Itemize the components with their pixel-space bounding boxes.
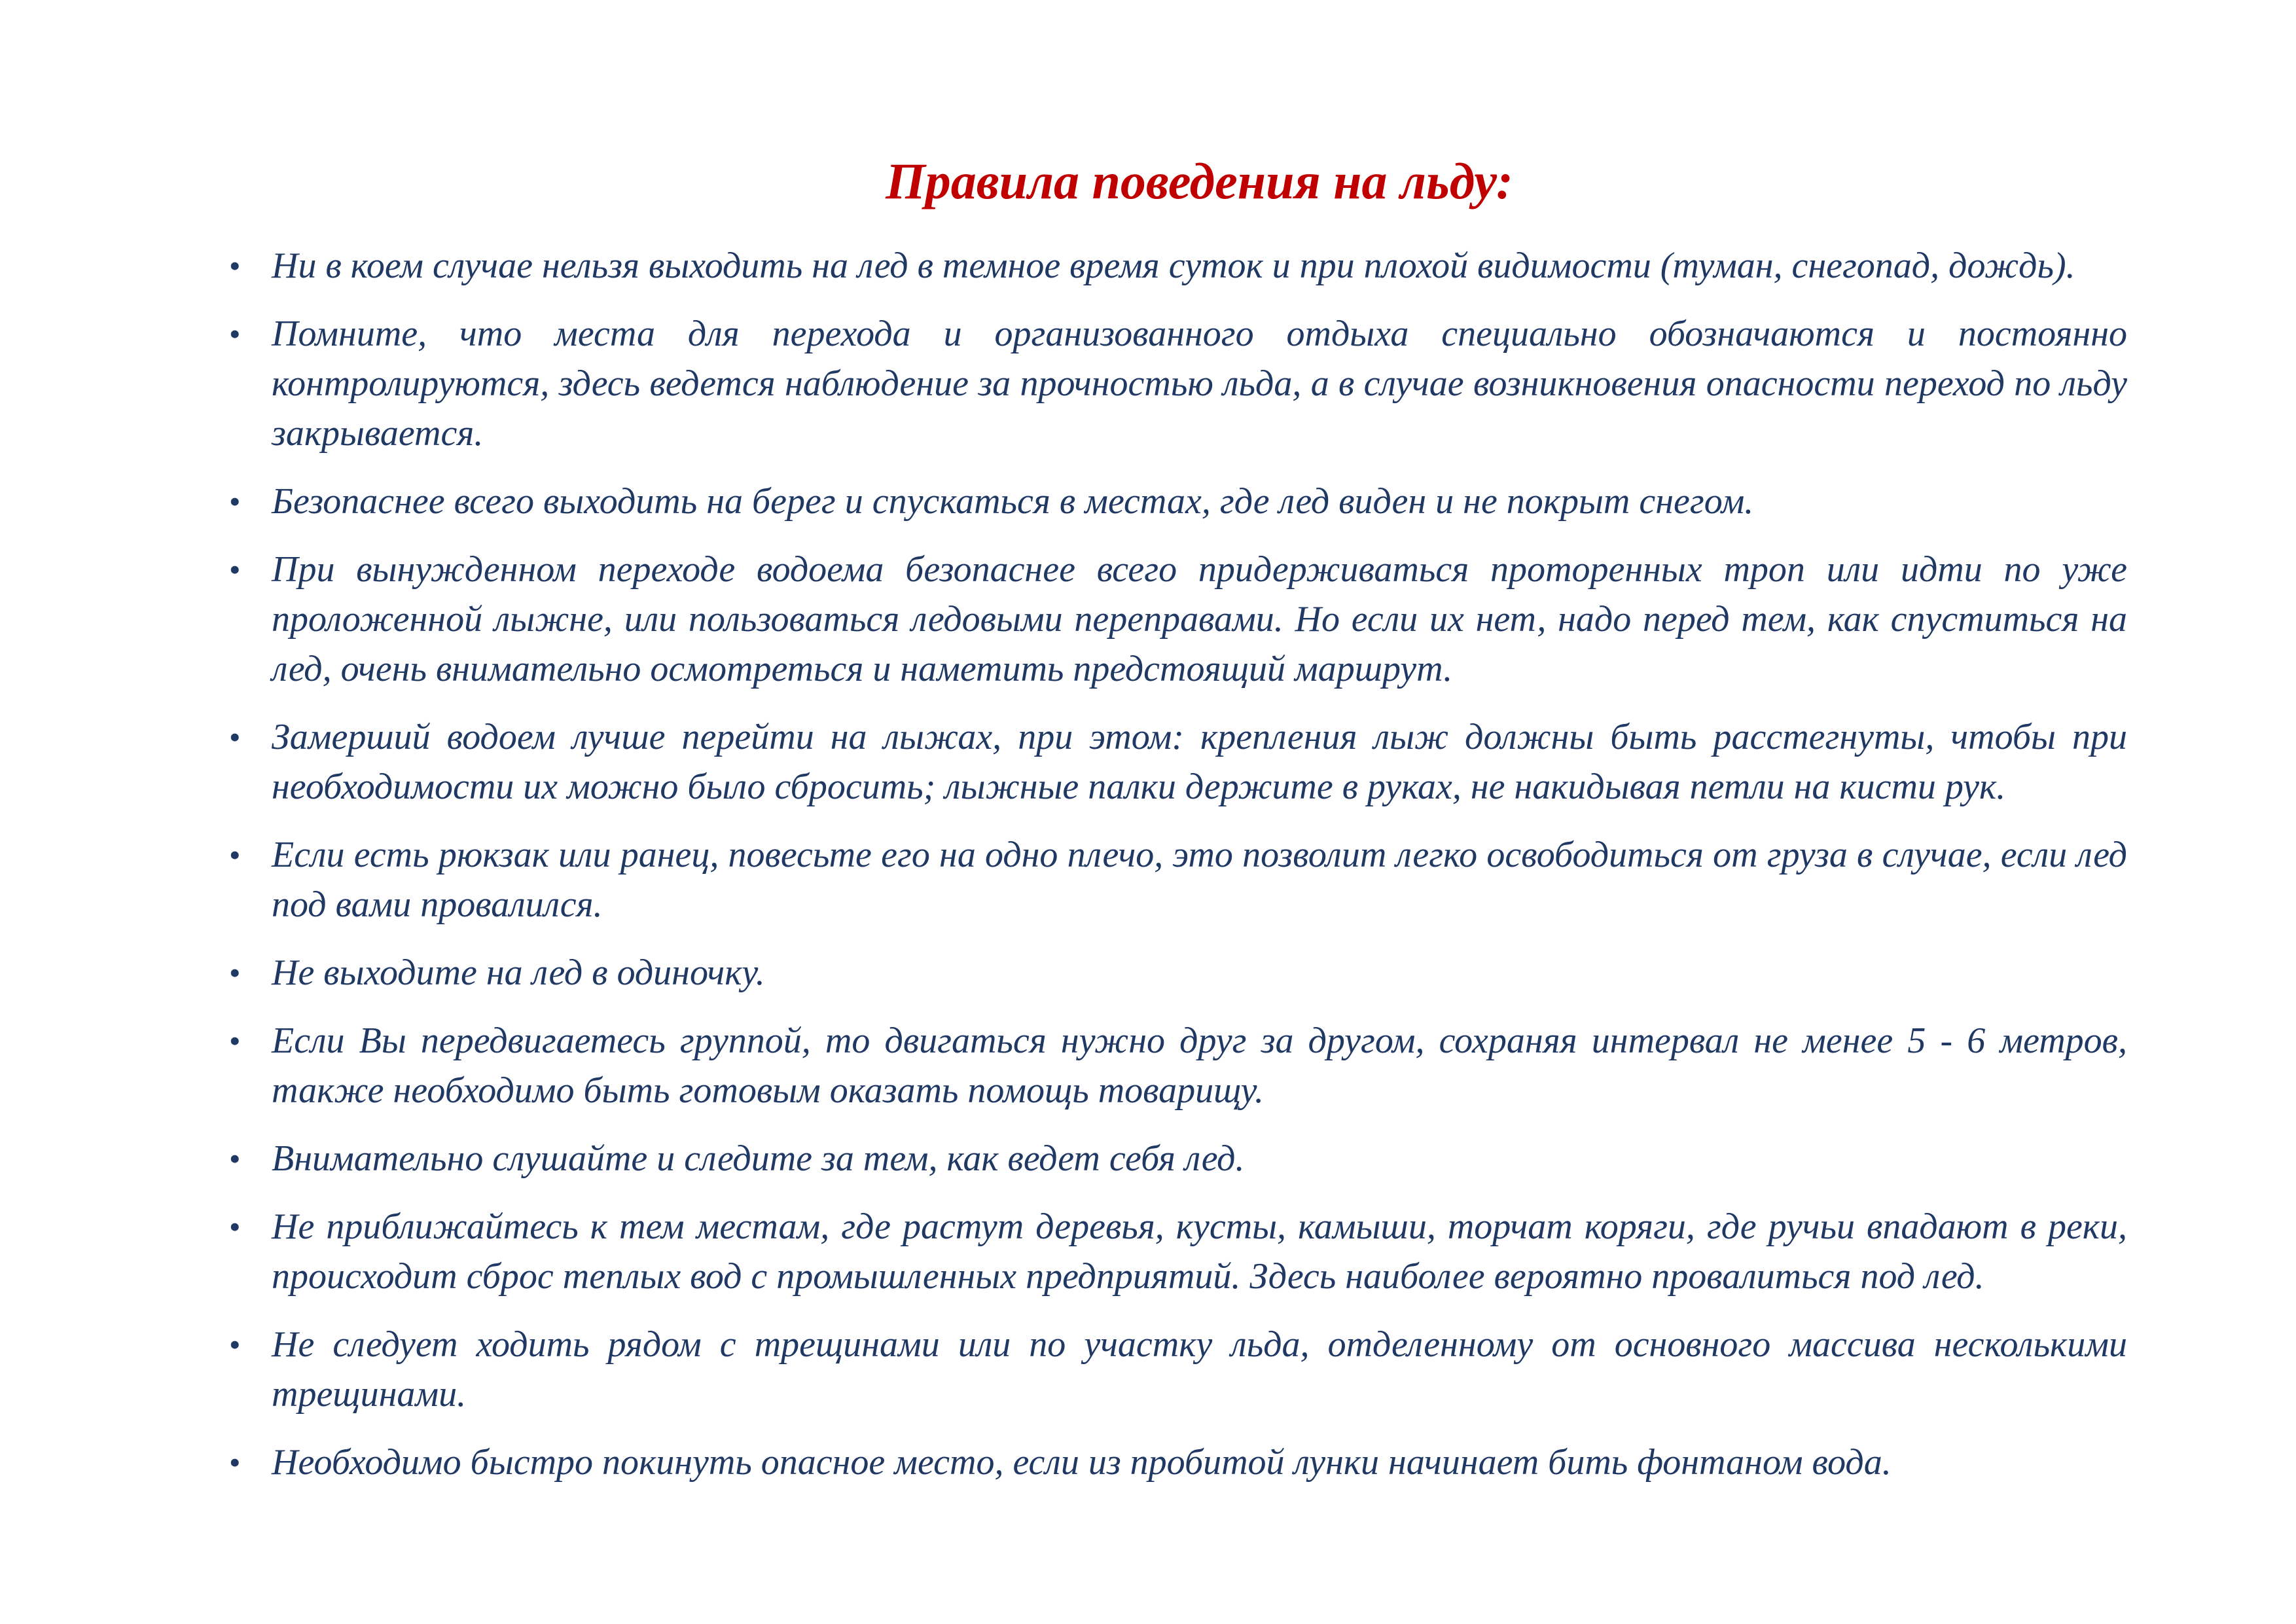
rule-text: Не приближайтесь к тем местам, где растут деревья, кусты, камыши, торчат коряги, где ручьи впадают в реки, происходит сброс теплых вод с промышленных предприятий. Здесь наиболее вероятно провалиться под лед. (272, 1206, 2127, 1297)
bullet-icon: • (229, 1326, 241, 1363)
bullet-icon: • (229, 247, 241, 284)
page-title: Правила поведения на льду: (886, 153, 1513, 209)
list-item (229, 712, 2127, 812)
rule-text: Помните, что места для перехода и организованного отдыха специально обозначаются и постоянно контролируются, здесь ведется наблюдение за прочностью льда, а в случае возникновения опасности переход по льду закрывается. (272, 314, 2127, 454)
list-item (229, 948, 2127, 998)
bullet-icon: • (229, 837, 241, 873)
list-item (229, 1016, 2127, 1115)
list-item (229, 477, 2127, 526)
list-item (229, 1320, 2127, 1419)
bullet-icon: • (229, 483, 241, 520)
bullet-icon: • (229, 954, 241, 991)
list-item (229, 1202, 2127, 1301)
list-item (229, 830, 2127, 929)
rule-text: Если Вы передвигаетесь группой, то двигаться нужно друг за другом, сохраняя интервал не менее 5 - 6 метров, также необходимо быть готовым оказать помощь товарищу. (272, 1020, 2127, 1111)
list-item (229, 1134, 2127, 1183)
rule-text: Безопаснее всего выходить на берег и спускаться в местах, где лед виден и не покрыт снегом. (272, 481, 1754, 522)
list-item (229, 309, 2127, 458)
rule-text: Замерший водоем лучше перейти на лыжах, при этом: крепления лыж должны быть расстегнуты, чтобы при необходимости их можно было сбросить; лыжные палки держите в руках, не накидывая петли на кисти рук. (272, 717, 2127, 807)
rule-text: Ни в коем случае нельзя выходить на лед в темное время суток и при плохой видимости (туман, снегопад, дождь). (272, 245, 2075, 286)
bullet-icon: • (229, 719, 241, 755)
list-item (229, 545, 2127, 694)
rule-text: Не выходите на лед в одиночку. (272, 952, 765, 993)
rule-text: Необходимо быстро покинуть опасное место, если из пробитой лунки начинает бить фонтаном вода. (272, 1442, 1892, 1483)
bullet-icon: • (229, 551, 241, 588)
list-item (229, 1437, 2127, 1487)
bullet-icon: • (229, 1444, 241, 1481)
rule-text: Внимательно слушайте и следите за тем, как ведет себя лед. (272, 1138, 1245, 1179)
rule-text: Если есть рюкзак или ранец, повесьте его на одно плечо, это позволит легко освободиться от груза в случае, если лед под вами провалился. (272, 835, 2127, 925)
bullet-icon: • (229, 316, 241, 352)
bullet-icon: • (229, 1022, 241, 1059)
list-item (229, 241, 2127, 291)
rules-list (0, 241, 2296, 1487)
bullet-icon: • (229, 1140, 241, 1177)
rule-text: Не следует ходить рядом с трещинами или по участку льда, отделенному от основного массива несколькими трещинами. (272, 1324, 2127, 1415)
rule-text: При вынужденном переходе водоема безопаснее всего придерживаться проторенных троп или идти по уже проложенной лыжне, или пользоваться ледовыми переправами. Но если их нет, надо перед тем, как спуститься на лед, очень внимательно осмотреться и наметить предстоящий маршрут. (272, 549, 2127, 689)
bullet-icon: • (229, 1208, 241, 1245)
